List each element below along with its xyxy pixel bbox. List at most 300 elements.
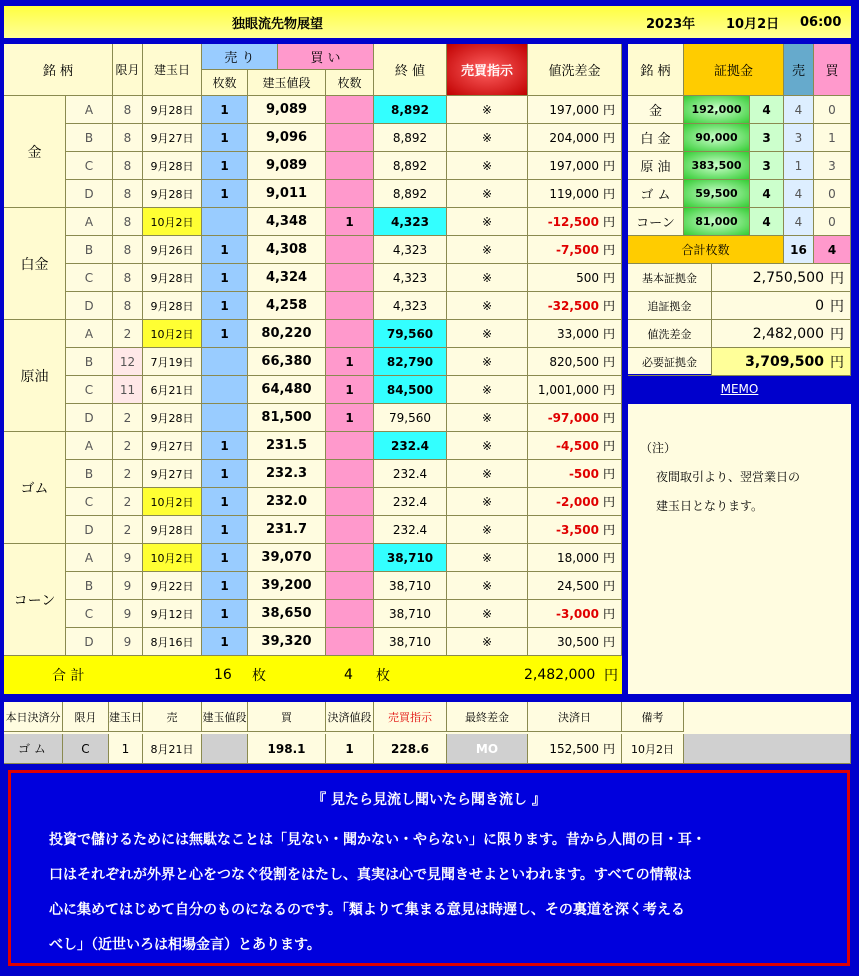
row-buy: 1 (326, 208, 374, 236)
row-diff (528, 404, 622, 432)
col-sell-count: 枚数 (202, 70, 248, 96)
settle-signal: MO (447, 734, 528, 764)
row-diff-unit: 円 (602, 215, 615, 229)
row-sell: 1 (202, 460, 248, 488)
col-meigara: 銘 柄 (4, 44, 113, 96)
row-class: C (66, 488, 113, 516)
row-diff (528, 544, 622, 572)
row-date: 9月28日 (143, 264, 202, 292)
quote-box (8, 770, 850, 966)
header-time: 06:00 (800, 14, 842, 30)
row-diff-value: 33,000 (556, 326, 599, 341)
row-buy (326, 320, 374, 348)
row-limit: 11 (113, 376, 143, 404)
row-diff-value: 197,000 (549, 102, 599, 117)
row-class: D (66, 404, 113, 432)
row-sell: 1 (202, 432, 248, 460)
row-date: 9月28日 (143, 96, 202, 124)
row-close: 8,892 (374, 180, 447, 208)
summary-unit: 円 (830, 326, 844, 343)
row-price: 39,320 (248, 628, 326, 656)
margin-total-sell: 16 (784, 236, 814, 264)
row-diff-value: -3,500 (556, 522, 599, 537)
summary-value (712, 292, 851, 320)
summary-amount: 2,750,500 (752, 269, 824, 286)
margin-amount: 59,500 (684, 180, 750, 208)
row-diff-unit: 円 (602, 411, 615, 425)
row-diff (528, 124, 622, 152)
row-diff-unit: 円 (602, 551, 615, 565)
row-sell: 1 (202, 152, 248, 180)
settle-col-d: 売 (143, 702, 202, 732)
row-sell (202, 376, 248, 404)
row-close: 232.4 (374, 460, 447, 488)
settle-diff-value: 152,500 (549, 741, 599, 756)
row-diff (528, 320, 622, 348)
row-diff-unit: 円 (602, 355, 615, 369)
row-buy (326, 292, 374, 320)
memo-line-2: 夜間取引より、翌営業日の (656, 470, 801, 484)
settle-col-b: 限月 (63, 702, 109, 732)
row-price: 4,348 (248, 208, 326, 236)
quote-line: べし」（近世いろは相場金言）とあります。 (49, 937, 321, 953)
row-diff (528, 572, 622, 600)
row-buy (326, 516, 374, 544)
total-buy: 4 (344, 667, 353, 683)
row-signal: ※ (447, 628, 528, 656)
row-date: 9月28日 (143, 152, 202, 180)
row-signal: ※ (447, 432, 528, 460)
settlement-table (4, 702, 851, 764)
row-date: 9月28日 (143, 516, 202, 544)
settle-class: C (63, 734, 109, 764)
row-buy (326, 264, 374, 292)
settle-buy: 1 (326, 734, 374, 764)
row-date: 9月27日 (143, 460, 202, 488)
col-gengetsu: 限月 (113, 44, 143, 96)
memo-link[interactable]: MEMO (628, 378, 851, 400)
header-bar (4, 6, 851, 38)
row-buy (326, 572, 374, 600)
position-table (4, 44, 622, 694)
row-limit: 9 (113, 544, 143, 572)
row-close: 8,892 (374, 124, 447, 152)
row-signal: ※ (447, 600, 528, 628)
row-diff-unit: 円 (602, 299, 615, 313)
row-diff-unit: 円 (602, 383, 615, 397)
row-signal: ※ (447, 376, 528, 404)
col-margin-uri: 売 (784, 44, 814, 96)
row-sell (202, 404, 248, 432)
row-date: 9月28日 (143, 404, 202, 432)
row-diff-unit: 円 (602, 187, 615, 201)
group-label: 白金 (4, 208, 66, 320)
row-diff-value: 119,000 (549, 186, 599, 201)
summary-label: 追証拠金 (628, 292, 712, 320)
row-sell: 1 (202, 292, 248, 320)
total-diff: 2,482,000 (524, 667, 596, 683)
row-class: B (66, 124, 113, 152)
row-sell: 1 (202, 236, 248, 264)
group-label: ゴム (4, 432, 66, 544)
row-class: C (66, 264, 113, 292)
row-class: C (66, 600, 113, 628)
row-diff-value: 204,000 (549, 130, 599, 145)
row-signal: ※ (447, 152, 528, 180)
row-date: 9月22日 (143, 572, 202, 600)
row-diff-unit: 円 (602, 523, 615, 537)
row-diff-unit: 円 (602, 327, 615, 341)
memo-text (640, 434, 800, 521)
row-price: 9,089 (248, 96, 326, 124)
row-close: 82,790 (374, 348, 447, 376)
row-date: 9月27日 (143, 124, 202, 152)
margin-amount: 81,000 (684, 208, 750, 236)
row-sell: 1 (202, 572, 248, 600)
margin-name: コーン (628, 208, 684, 236)
memo-line-1: （注） (640, 441, 677, 455)
settle-date-settled: 10月2日 (622, 734, 684, 764)
row-close: 4,323 (374, 208, 447, 236)
summary-label: 基本証拠金 (628, 264, 712, 292)
row-diff (528, 376, 622, 404)
summary-value (712, 320, 851, 348)
row-sell: 1 (202, 628, 248, 656)
row-sell: 1 (202, 96, 248, 124)
row-sell (202, 348, 248, 376)
row-close: 4,323 (374, 292, 447, 320)
row-signal: ※ (447, 236, 528, 264)
margin-buy: 0 (814, 96, 851, 124)
margin-count: 4 (750, 180, 784, 208)
row-close: 232.4 (374, 516, 447, 544)
row-diff-unit: 円 (602, 439, 615, 453)
settle-col-j: 決済日 (528, 702, 622, 732)
quote-line: 心に集めてはじめて自分のものになるのです。「類よりて集まる意見は時遅し、その裏道を深く考える (49, 902, 685, 918)
row-signal: ※ (447, 96, 528, 124)
margin-count: 3 (750, 152, 784, 180)
row-diff-value: -7,500 (556, 242, 599, 257)
row-diff (528, 152, 622, 180)
row-price: 9,089 (248, 152, 326, 180)
margin-buy: 0 (814, 180, 851, 208)
row-diff (528, 208, 622, 236)
total-sell: 16 (214, 667, 232, 683)
row-buy (326, 600, 374, 628)
row-sell: 1 (202, 600, 248, 628)
margin-buy: 1 (814, 124, 851, 152)
row-date: 10月2日 (143, 544, 202, 572)
margin-table (628, 44, 851, 374)
col-margin-meigara: 銘 柄 (628, 44, 684, 96)
settle-col-i: 最終差金 (447, 702, 528, 732)
col-nearai: 値洗差金 (528, 44, 622, 96)
row-diff-value: 24,500 (556, 578, 599, 593)
row-signal: ※ (447, 292, 528, 320)
group-label: コーン (4, 544, 66, 656)
row-price: 38,650 (248, 600, 326, 628)
summary-value (712, 348, 851, 376)
row-price: 39,200 (248, 572, 326, 600)
row-sell: 1 (202, 180, 248, 208)
row-class: B (66, 460, 113, 488)
row-diff (528, 432, 622, 460)
row-signal: ※ (447, 320, 528, 348)
summary-value (712, 264, 851, 292)
row-buy (326, 152, 374, 180)
row-price: 66,380 (248, 348, 326, 376)
col-owarine: 終 値 (374, 44, 447, 96)
row-signal: ※ (447, 572, 528, 600)
row-date: 10月2日 (143, 488, 202, 516)
settle-col-h: 売買指示 (374, 702, 447, 732)
row-diff-unit: 円 (602, 467, 615, 481)
row-date: 10月2日 (143, 208, 202, 236)
row-class: B (66, 236, 113, 264)
group-label: 金 (4, 96, 66, 208)
row-buy (326, 432, 374, 460)
row-date: 10月2日 (143, 320, 202, 348)
row-class: B (66, 572, 113, 600)
row-class: A (66, 96, 113, 124)
settle-close: 228.6 (374, 734, 447, 764)
row-diff (528, 348, 622, 376)
row-class: C (66, 376, 113, 404)
margin-buy: 0 (814, 208, 851, 236)
row-diff (528, 264, 622, 292)
row-diff-unit: 円 (602, 243, 615, 257)
row-signal: ※ (447, 544, 528, 572)
settle-note (684, 734, 851, 764)
row-sell: 1 (202, 544, 248, 572)
margin-sell: 4 (784, 208, 814, 236)
row-class: A (66, 544, 113, 572)
row-close: 38,710 (374, 628, 447, 656)
margin-count: 4 (750, 96, 784, 124)
summary-amount: 0 (815, 297, 824, 314)
row-diff (528, 236, 622, 264)
row-diff-unit: 円 (602, 635, 615, 649)
row-diff-value: 30,500 (556, 634, 599, 649)
row-signal: ※ (447, 488, 528, 516)
quote-line: 口はそれぞれが外界と心をつなぐ役割をはたし、真実は心で見聞きせよといわれます。すべての情報は (49, 867, 692, 883)
col-baibai: 売買指示 (447, 44, 528, 96)
row-diff-value: -97,000 (547, 410, 599, 425)
row-limit: 2 (113, 404, 143, 432)
row-class: D (66, 628, 113, 656)
quote-body (49, 823, 706, 963)
margin-total-buy: 4 (814, 236, 851, 264)
header-date: 10月2日 (726, 16, 780, 32)
row-diff (528, 488, 622, 516)
row-limit: 8 (113, 180, 143, 208)
row-signal: ※ (447, 404, 528, 432)
row-signal: ※ (447, 460, 528, 488)
total-label: 合 計 (52, 668, 85, 684)
quote-title: 『 見たら見流し聞いたら聞き流し 』 (312, 792, 546, 808)
row-price: 4,258 (248, 292, 326, 320)
row-diff-value: 197,000 (549, 158, 599, 173)
settle-col-k: 備考 (622, 702, 684, 732)
row-diff-value: -2,000 (556, 494, 599, 509)
margin-total-label: 合計枚数 (628, 236, 784, 264)
row-signal: ※ (447, 124, 528, 152)
margin-sell: 4 (784, 96, 814, 124)
row-limit: 9 (113, 628, 143, 656)
row-price: 231.5 (248, 432, 326, 460)
row-price: 80,220 (248, 320, 326, 348)
row-signal: ※ (447, 264, 528, 292)
row-sell: 1 (202, 320, 248, 348)
row-close: 38,710 (374, 572, 447, 600)
row-price: 232.3 (248, 460, 326, 488)
margin-name: 原 油 (628, 152, 684, 180)
settle-col-a: 本日決済分 (4, 702, 63, 732)
row-price: 231.7 (248, 516, 326, 544)
col-kai: 買 い (278, 44, 374, 70)
margin-amount: 383,500 (684, 152, 750, 180)
settle-col-e: 建玉値段 (202, 702, 248, 732)
row-buy (326, 236, 374, 264)
row-date: 6月21日 (143, 376, 202, 404)
row-class: B (66, 348, 113, 376)
settle-col-c: 建玉日 (109, 702, 143, 732)
margin-amount: 192,000 (684, 96, 750, 124)
row-class: A (66, 320, 113, 348)
settle-diff (528, 734, 622, 764)
margin-name: 白 金 (628, 124, 684, 152)
row-limit: 8 (113, 236, 143, 264)
row-buy (326, 488, 374, 516)
row-diff-unit: 円 (602, 131, 615, 145)
row-date: 9月27日 (143, 432, 202, 460)
row-limit: 8 (113, 152, 143, 180)
row-diff-value: -3,000 (556, 606, 599, 621)
row-close: 79,560 (374, 404, 447, 432)
row-diff-value: -32,500 (547, 298, 599, 313)
row-diff-unit: 円 (602, 159, 615, 173)
total-row (4, 656, 622, 694)
row-limit: 2 (113, 320, 143, 348)
page-title: 独眼流先物展望 (232, 16, 324, 32)
row-class: C (66, 152, 113, 180)
row-close: 84,500 (374, 376, 447, 404)
row-limit: 9 (113, 572, 143, 600)
margin-amount: 90,000 (684, 124, 750, 152)
row-diff-unit: 円 (602, 495, 615, 509)
row-class: A (66, 432, 113, 460)
row-diff (528, 516, 622, 544)
total-buy-unit: 枚 (376, 668, 390, 684)
margin-count: 4 (750, 208, 784, 236)
row-buy: 1 (326, 376, 374, 404)
summary-unit: 円 (830, 354, 844, 371)
row-date: 9月12日 (143, 600, 202, 628)
row-diff-unit: 円 (602, 103, 615, 117)
row-diff-unit: 円 (602, 271, 615, 285)
row-diff-unit: 円 (602, 607, 615, 621)
col-buy-count: 枚数 (326, 70, 374, 96)
row-close: 4,323 (374, 264, 447, 292)
group-label: 原油 (4, 320, 66, 432)
row-limit: 2 (113, 432, 143, 460)
row-close: 38,710 (374, 600, 447, 628)
row-signal: ※ (447, 208, 528, 236)
row-buy (326, 544, 374, 572)
summary-unit: 円 (830, 298, 844, 315)
row-date: 9月28日 (143, 180, 202, 208)
settle-date: 8月21日 (143, 734, 202, 764)
row-sell: 1 (202, 488, 248, 516)
row-limit: 8 (113, 208, 143, 236)
margin-buy: 3 (814, 152, 851, 180)
row-diff-unit: 円 (602, 579, 615, 593)
row-close: 232.4 (374, 488, 447, 516)
row-limit: 8 (113, 292, 143, 320)
col-uri: 売 り (202, 44, 278, 70)
row-diff-value: -500 (568, 466, 599, 481)
row-diff-value: 500 (576, 270, 599, 285)
settle-col-f: 買 (248, 702, 326, 732)
row-sell (202, 208, 248, 236)
summary-label: 必要証拠金 (628, 348, 712, 376)
margin-count: 3 (750, 124, 784, 152)
row-sell: 1 (202, 264, 248, 292)
row-close: 79,560 (374, 320, 447, 348)
row-buy: 1 (326, 348, 374, 376)
row-date: 9月28日 (143, 292, 202, 320)
row-price: 9,096 (248, 124, 326, 152)
summary-amount: 3,709,500 (745, 353, 824, 370)
margin-name: ゴ ム (628, 180, 684, 208)
total-sell-unit: 枚 (252, 668, 266, 684)
row-buy (326, 180, 374, 208)
row-diff-value: 1,001,000 (537, 382, 599, 397)
settle-diff-unit: 円 (602, 742, 615, 756)
row-class: A (66, 208, 113, 236)
row-diff (528, 600, 622, 628)
row-limit: 8 (113, 264, 143, 292)
row-class: D (66, 516, 113, 544)
row-diff (528, 96, 622, 124)
row-diff-value: 18,000 (556, 550, 599, 565)
row-price: 81,500 (248, 404, 326, 432)
row-class: D (66, 180, 113, 208)
row-diff-value: -4,500 (556, 438, 599, 453)
row-close: 8,892 (374, 96, 447, 124)
row-price: 4,308 (248, 236, 326, 264)
row-limit: 8 (113, 96, 143, 124)
row-diff (528, 628, 622, 656)
summary-label: 値洗差金 (628, 320, 712, 348)
row-close: 38,710 (374, 544, 447, 572)
row-price: 9,011 (248, 180, 326, 208)
row-date: 8月16日 (143, 628, 202, 656)
margin-sell: 3 (784, 124, 814, 152)
row-class: D (66, 292, 113, 320)
row-buy (326, 460, 374, 488)
col-margin-kai: 買 (814, 44, 851, 96)
col-tatene: 建玉値段 (248, 70, 326, 96)
row-close: 232.4 (374, 432, 447, 460)
row-limit: 2 (113, 460, 143, 488)
row-limit: 2 (113, 516, 143, 544)
row-limit: 2 (113, 488, 143, 516)
row-limit: 8 (113, 124, 143, 152)
row-price: 39,070 (248, 544, 326, 572)
row-price: 4,324 (248, 264, 326, 292)
row-diff (528, 180, 622, 208)
